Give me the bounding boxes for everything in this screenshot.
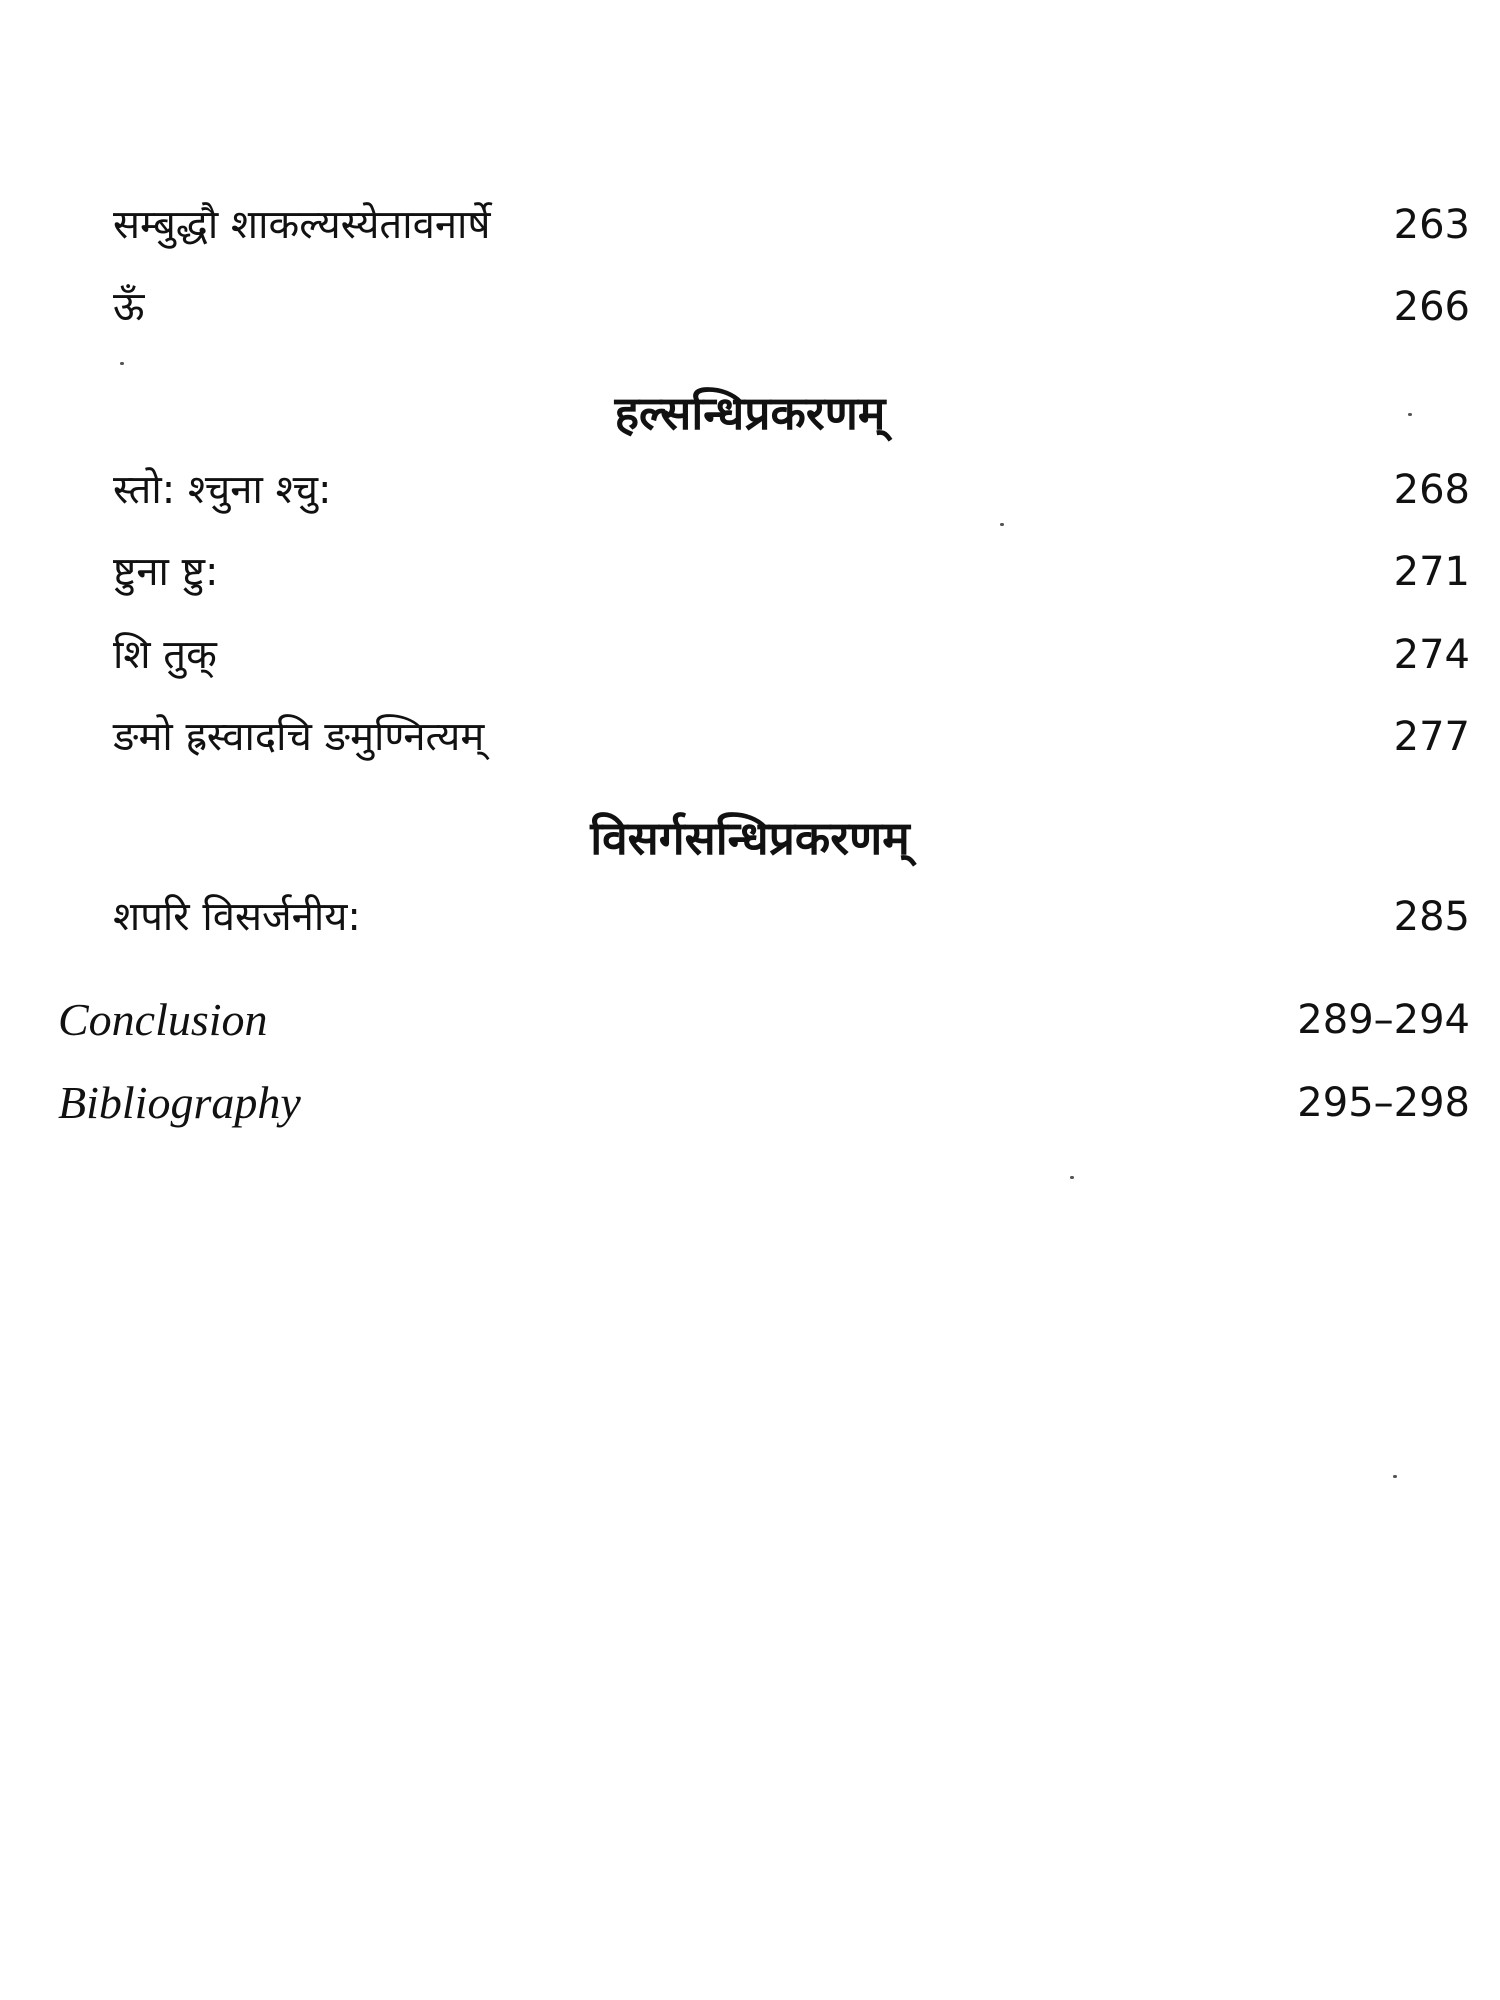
toc-entry [0,702,1500,772]
toc-entry-title: शि तुक् [113,632,217,678]
toc-entry-title: स्तो: श्चुना श्चु: [113,467,332,513]
toc-entry-title: ऊँ [113,284,145,330]
toc-entry-title: Conclusion [58,994,268,1045]
toc-entry-page: 295–298 [1297,1080,1470,1126]
toc-entry-conclusion [0,985,1500,1055]
toc-entry-page: 285 [1393,894,1470,940]
scan-speck [1070,1176,1074,1179]
section-heading-hal: हल्सन्धिप्रकरणम् [614,386,886,440]
toc-entry-page: 266 [1393,284,1470,330]
toc-entry-bibliography [0,1068,1500,1138]
toc-entry [0,620,1500,690]
scan-speck [1000,523,1004,526]
scan-speck [120,362,124,365]
toc-entry-title: ष्टुना ष्टु: [113,549,219,595]
scan-speck [1408,413,1412,416]
toc-entry-page: 271 [1393,549,1470,595]
toc-entry [0,537,1500,607]
toc-entry-page: 289–294 [1297,997,1470,1043]
toc-entry [0,190,1500,260]
toc-entry-page: 277 [1393,714,1470,760]
toc-entry [0,882,1500,952]
toc-entry-title: सम्बुद्धौ शाकल्यस्येतावनार्षे [113,202,491,248]
scan-speck [1393,1475,1397,1478]
toc-entry-title: Bibliography [58,1077,301,1128]
toc-entry [0,272,1500,342]
toc-entry-page: 274 [1393,632,1470,678]
toc-entry-title: शपरि विसर्जनीय: [113,894,361,940]
toc-entry-page: 263 [1393,202,1470,248]
section-heading-visarga: विसर्गसन्धिप्रकरणम् [590,811,910,865]
toc-entry-page: 268 [1393,467,1470,513]
toc-entry [0,455,1500,525]
toc-entry-title: ङमो ह्रस्वादचि ङमुण्नित्यम् [113,714,485,760]
